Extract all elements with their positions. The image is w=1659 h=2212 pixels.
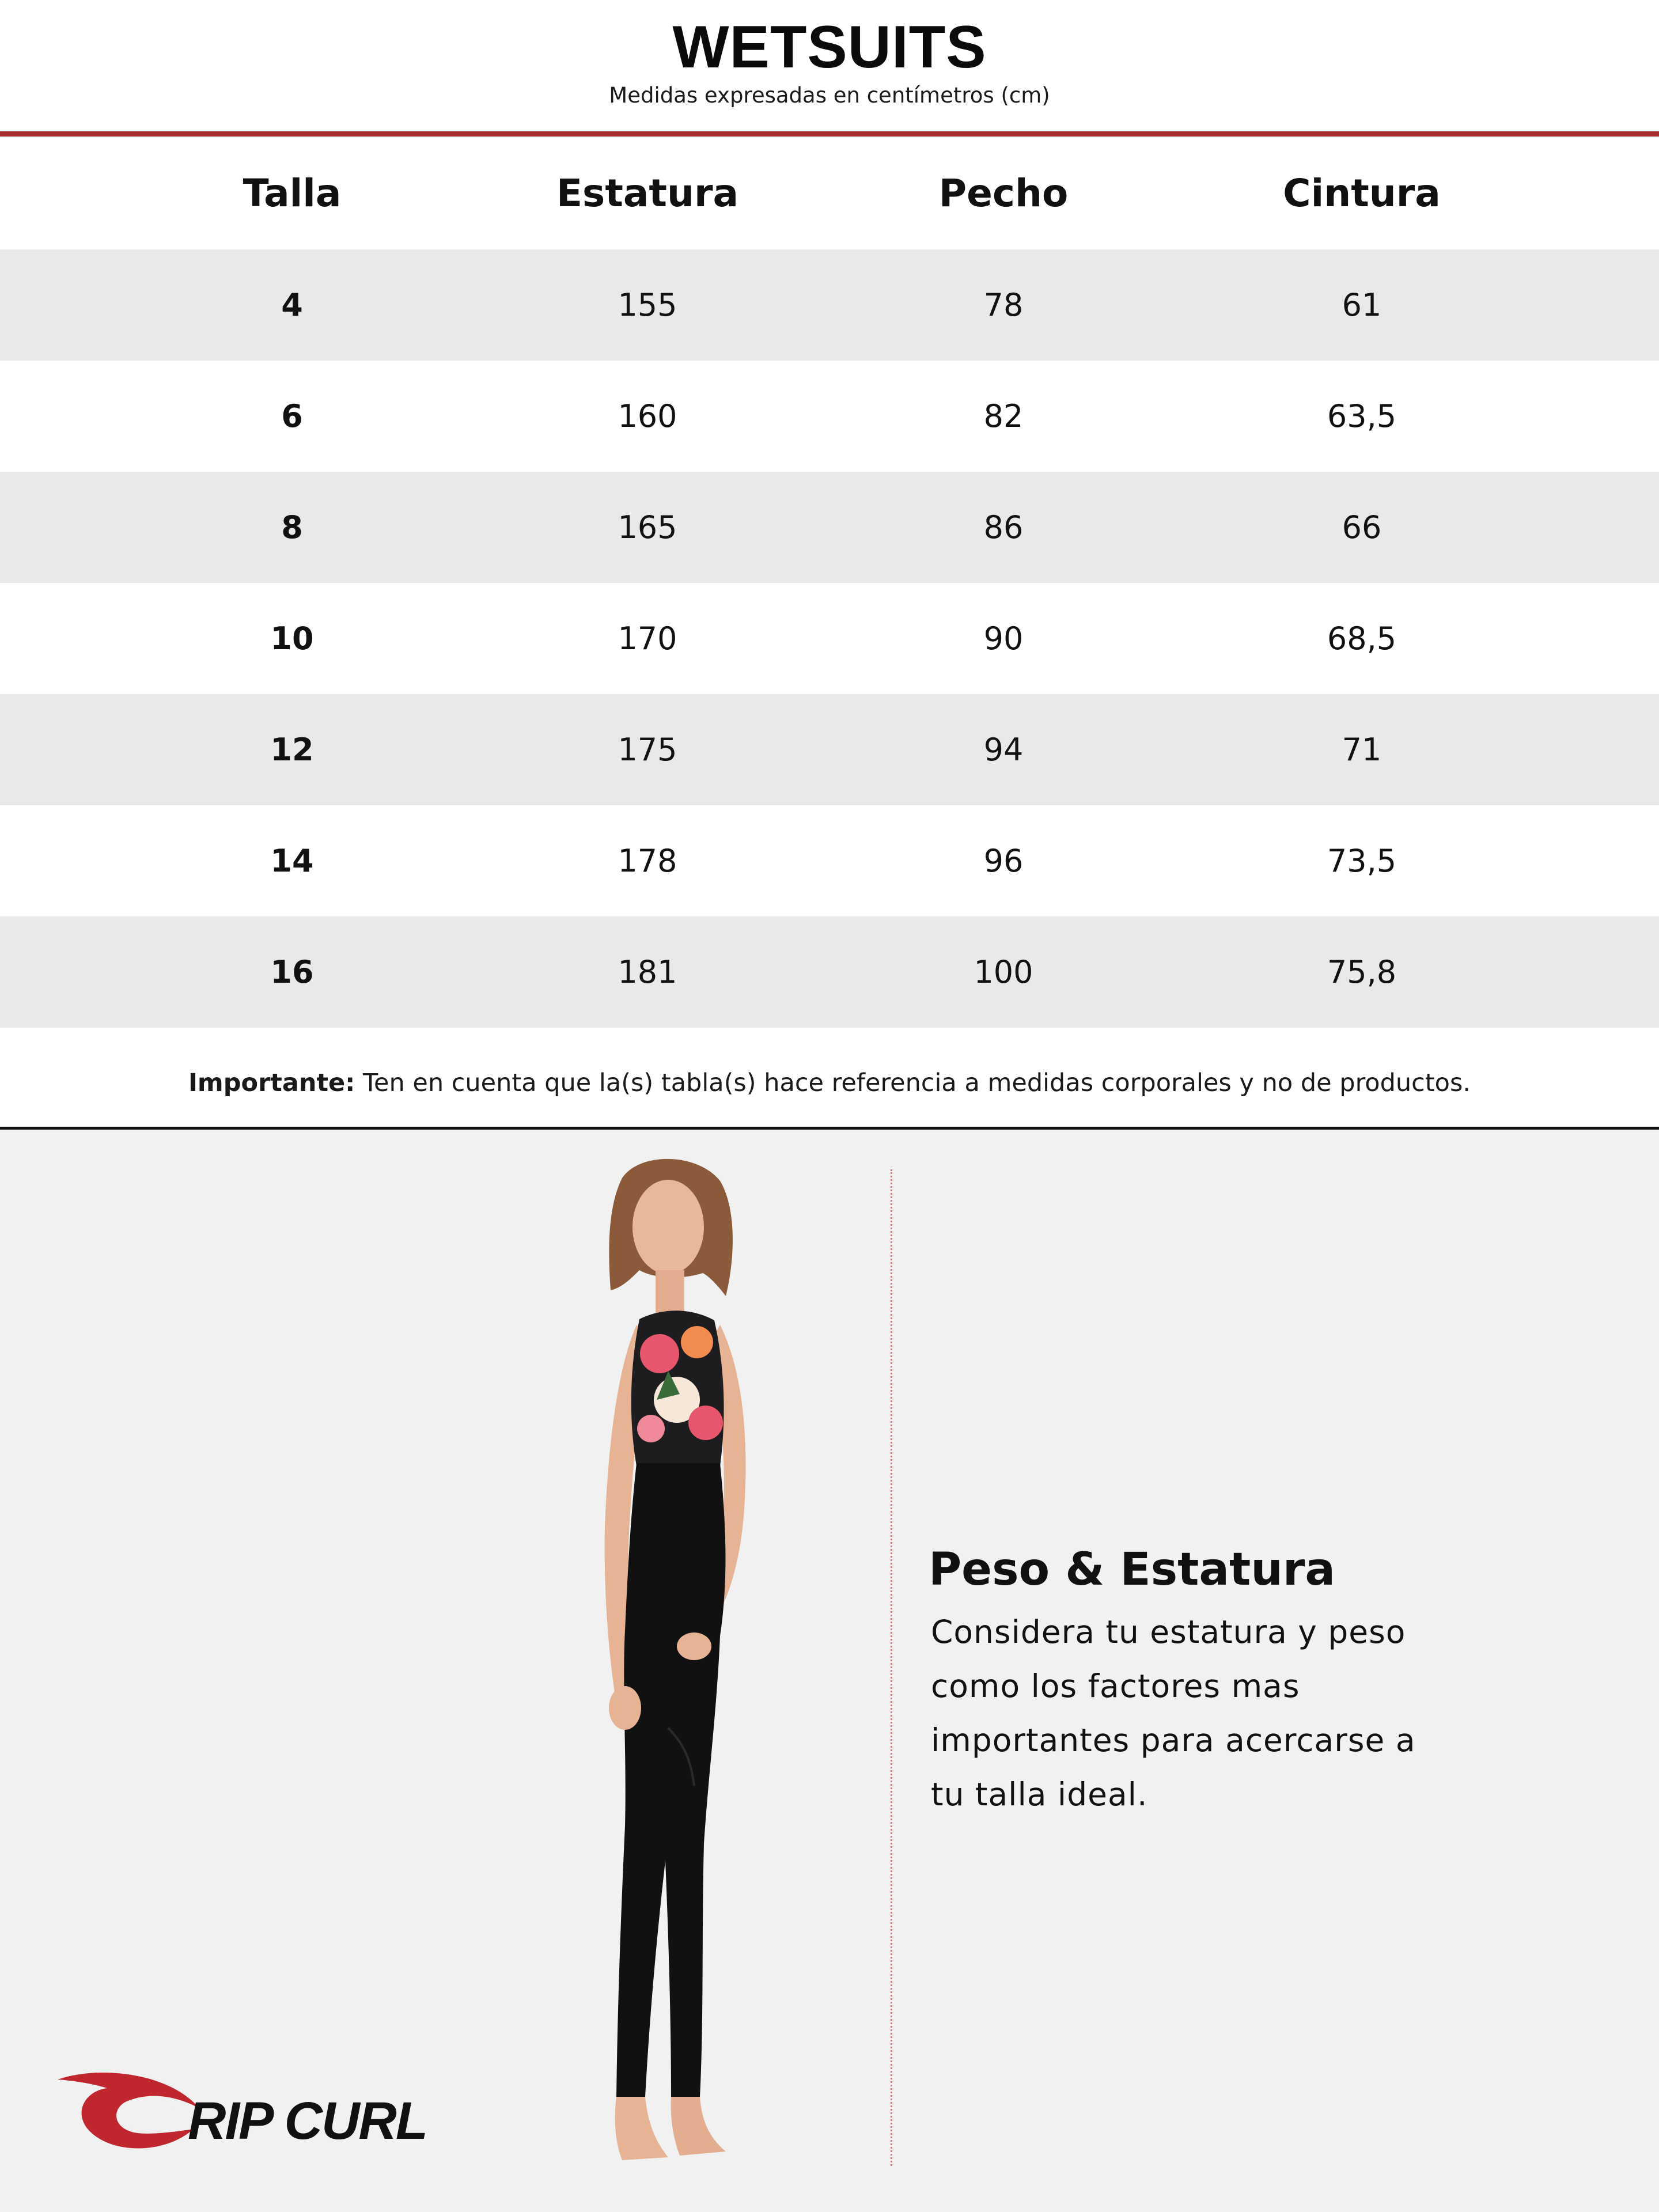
cell-talla: 10 bbox=[270, 620, 314, 657]
size-table bbox=[0, 137, 1659, 1028]
cell-cintura: 75,8 bbox=[1327, 954, 1397, 990]
table-row bbox=[0, 694, 1659, 805]
column-header-talla: Talla bbox=[243, 171, 342, 215]
table-header-row bbox=[0, 137, 1659, 249]
info-title: Peso & Estatura bbox=[929, 1544, 1335, 1596]
cell-pecho: 78 bbox=[983, 287, 1024, 323]
table-row bbox=[0, 583, 1659, 694]
cell-pecho: 90 bbox=[983, 620, 1024, 657]
table-row bbox=[0, 249, 1659, 361]
page-title: WETSUITS bbox=[672, 14, 987, 81]
model-figure-icon bbox=[553, 1152, 795, 2183]
cell-talla: 12 bbox=[270, 732, 314, 768]
info-text-line: Considera tu estatura y peso bbox=[931, 1613, 1406, 1650]
info-text-line: importantes para acercarse a bbox=[931, 1722, 1416, 1759]
cell-talla: 8 bbox=[281, 509, 303, 546]
cell-estatura: 165 bbox=[618, 509, 677, 546]
cell-pecho: 82 bbox=[983, 398, 1024, 434]
important-note bbox=[0, 1060, 1659, 1106]
cell-estatura: 175 bbox=[618, 732, 677, 768]
cell-cintura: 68,5 bbox=[1327, 620, 1397, 657]
cell-estatura: 181 bbox=[618, 954, 677, 990]
cell-pecho: 86 bbox=[983, 509, 1024, 546]
header-divider bbox=[0, 131, 1659, 137]
cell-estatura: 178 bbox=[618, 843, 677, 879]
column-header-cintura: Cintura bbox=[1283, 171, 1441, 215]
column-header-estatura: Estatura bbox=[556, 171, 739, 215]
cell-cintura: 71 bbox=[1342, 732, 1382, 768]
rip-curl-logo bbox=[55, 2068, 470, 2160]
cell-cintura: 61 bbox=[1342, 287, 1382, 323]
cell-pecho: 94 bbox=[983, 732, 1024, 768]
cell-estatura: 160 bbox=[618, 398, 677, 434]
important-note-text: Ten en cuenta que la(s) tabla(s) hace referencia a medidas corporales y no de productos. bbox=[355, 1069, 1471, 1097]
cell-talla: 14 bbox=[270, 843, 314, 879]
cell-estatura: 155 bbox=[618, 287, 677, 323]
table-row bbox=[0, 916, 1659, 1028]
info-text bbox=[931, 1605, 1449, 1821]
cell-talla: 16 bbox=[270, 954, 314, 990]
table-row bbox=[0, 361, 1659, 472]
table-row bbox=[0, 805, 1659, 916]
cell-cintura: 73,5 bbox=[1327, 843, 1397, 879]
cell-estatura: 170 bbox=[618, 620, 677, 657]
info-text-line: tu talla ideal. bbox=[931, 1776, 1148, 1813]
cell-cintura: 63,5 bbox=[1327, 398, 1397, 434]
model-wetsuit-figure bbox=[553, 1152, 795, 2183]
important-note-label: Importante: bbox=[188, 1069, 355, 1097]
table-row bbox=[0, 472, 1659, 583]
brand-name: RIP CURL bbox=[188, 2092, 427, 2150]
cell-pecho: 100 bbox=[974, 954, 1033, 990]
cell-talla: 6 bbox=[281, 398, 303, 434]
page-subtitle: Medidas expresadas en centímetros (cm) bbox=[609, 83, 1050, 108]
info-text-line: como los factores mas bbox=[931, 1668, 1300, 1705]
dotted-separator bbox=[891, 1169, 892, 2166]
cell-talla: 4 bbox=[281, 287, 303, 323]
cell-pecho: 96 bbox=[983, 843, 1024, 879]
column-header-pecho: Pecho bbox=[938, 171, 1069, 215]
cell-cintura: 66 bbox=[1342, 509, 1382, 546]
